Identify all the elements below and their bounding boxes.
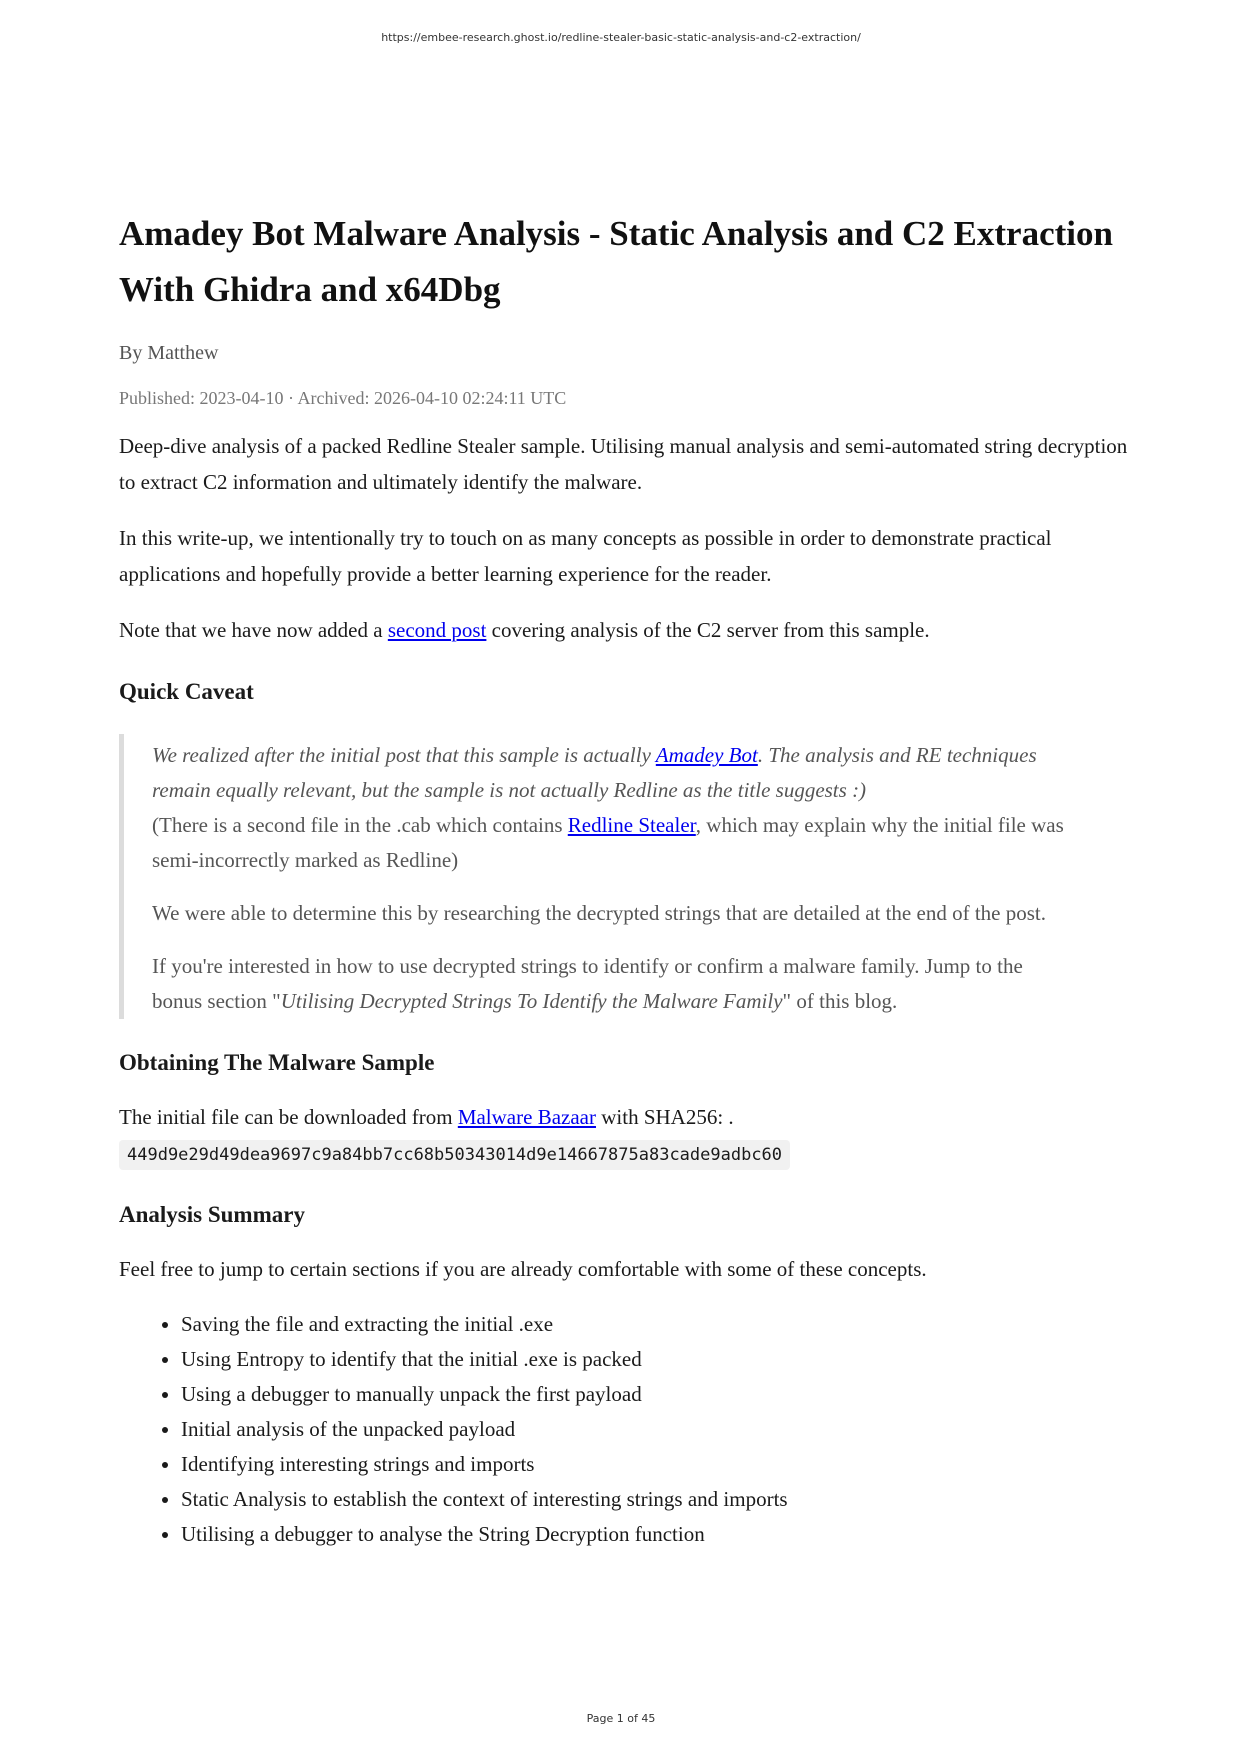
page-url: https://embee-research.ghost.io/redline-stealer-basic-static-analysis-and-c2-extraction/ — [381, 31, 861, 44]
obtaining-sample-heading: Obtaining The Malware Sample — [119, 1050, 435, 1075]
list-item: • Using a debugger to manually unpack the first payload — [181, 1377, 1129, 1412]
quick-caveat-heading: Quick Caveat — [119, 679, 254, 704]
amadey-bot-link[interactable]: Amadey Bot — [655, 743, 758, 767]
caveat-paragraph-1 — [152, 738, 1072, 878]
page-number: Page 1 of 45 — [586, 1712, 656, 1725]
note-text-after: covering analysis of the C2 server from this sample. — [486, 618, 930, 642]
caveat-paragraph-2: We were able to determine this by researching the decrypted strings that are detailed at the end of the post. — [152, 901, 1046, 925]
caveat-p3-after: " of this blog. — [782, 989, 898, 1013]
list-item: • Initial analysis of the unpacked payload — [181, 1412, 1129, 1447]
byline: By Matthew — [119, 342, 219, 364]
caveat-p3-italic: Utilising Decrypted Strings To Identify the Malware Family — [280, 989, 783, 1013]
list-item: • Utilising a debugger to analyse the String Decryption function — [181, 1517, 1129, 1552]
list-item: • Identifying interesting strings and imports — [181, 1447, 1129, 1482]
intro-paragraph-2: In this write-up, we intentionally try to touch on as many concepts as possible in order to demonstrate practical applications and hopefully provide a better learning experience for the reader. — [119, 526, 1052, 586]
redline-stealer-link[interactable]: Redline Stealer — [567, 813, 696, 837]
second-post-note — [119, 612, 1129, 648]
list-item: • Static Analysis to establish the context of interesting strings and imports — [181, 1482, 1129, 1517]
caveat-italic-after: . The analysis and RE techniques remain equally relevant, but the sample is not actually Redline as the title suggests :) — [152, 743, 1037, 802]
summary-intro: Feel free to jump to certain sections if you are already comfortable with some of these concepts. — [119, 1257, 927, 1281]
publish-meta: Published: 2023-04-10 · Archived: 2026-04-10 02:24:11 UTC — [119, 388, 567, 408]
caveat-italic-before: We realized after the initial post that this sample is actually — [152, 743, 656, 767]
second-post-link[interactable]: second post — [387, 618, 487, 642]
analysis-summary-heading: Analysis Summary — [119, 1202, 305, 1227]
caveat-p3-before: If you're interested in how to use decrypted strings to identify or confirm a malware family. Jump to the bonus section " — [152, 954, 1023, 1013]
intro-paragraph-1: Deep-dive analysis of a packed Redline Stealer sample. Utilising manual analysis and semi-automated string decryption to extract C2 information and ultimately identify the malware. — [119, 434, 1128, 494]
summary-list — [119, 1307, 1129, 1552]
malware-bazaar-link[interactable]: Malware Bazaar — [457, 1105, 596, 1129]
article — [119, 206, 1129, 1552]
caveat-italic-text — [152, 743, 1037, 802]
note-text-before: Note that we have now added a — [119, 618, 388, 642]
article-title: Amadey Bot Malware Analysis - Static Analysis and C2 Extraction With Ghidra and x64Dbg — [119, 214, 1113, 309]
caveat-paren-after: , which may explain why the initial file was semi-incorrectly marked as Redline) — [152, 813, 1064, 872]
list-item: • Saving the file and extracting the initial .exe — [181, 1307, 1129, 1342]
obtaining-text-before: The initial file can be downloaded from — [119, 1105, 458, 1129]
list-item: • Using Entropy to identify that the initial .exe is packed — [181, 1342, 1129, 1377]
caveat-paragraph-3 — [152, 949, 1072, 1019]
caveat-blockquote — [119, 734, 1129, 1019]
obtaining-text-after: with SHA256: . — [595, 1105, 734, 1129]
caveat-paren-before: (There is a second file in the .cab which contains — [152, 813, 568, 837]
obtaining-paragraph — [119, 1099, 1129, 1171]
sha256-hash: 449d9e29d49dea9697c9a84bb7cc68b50343014d9e14667875a83cade9adbc60 — [119, 1140, 790, 1170]
